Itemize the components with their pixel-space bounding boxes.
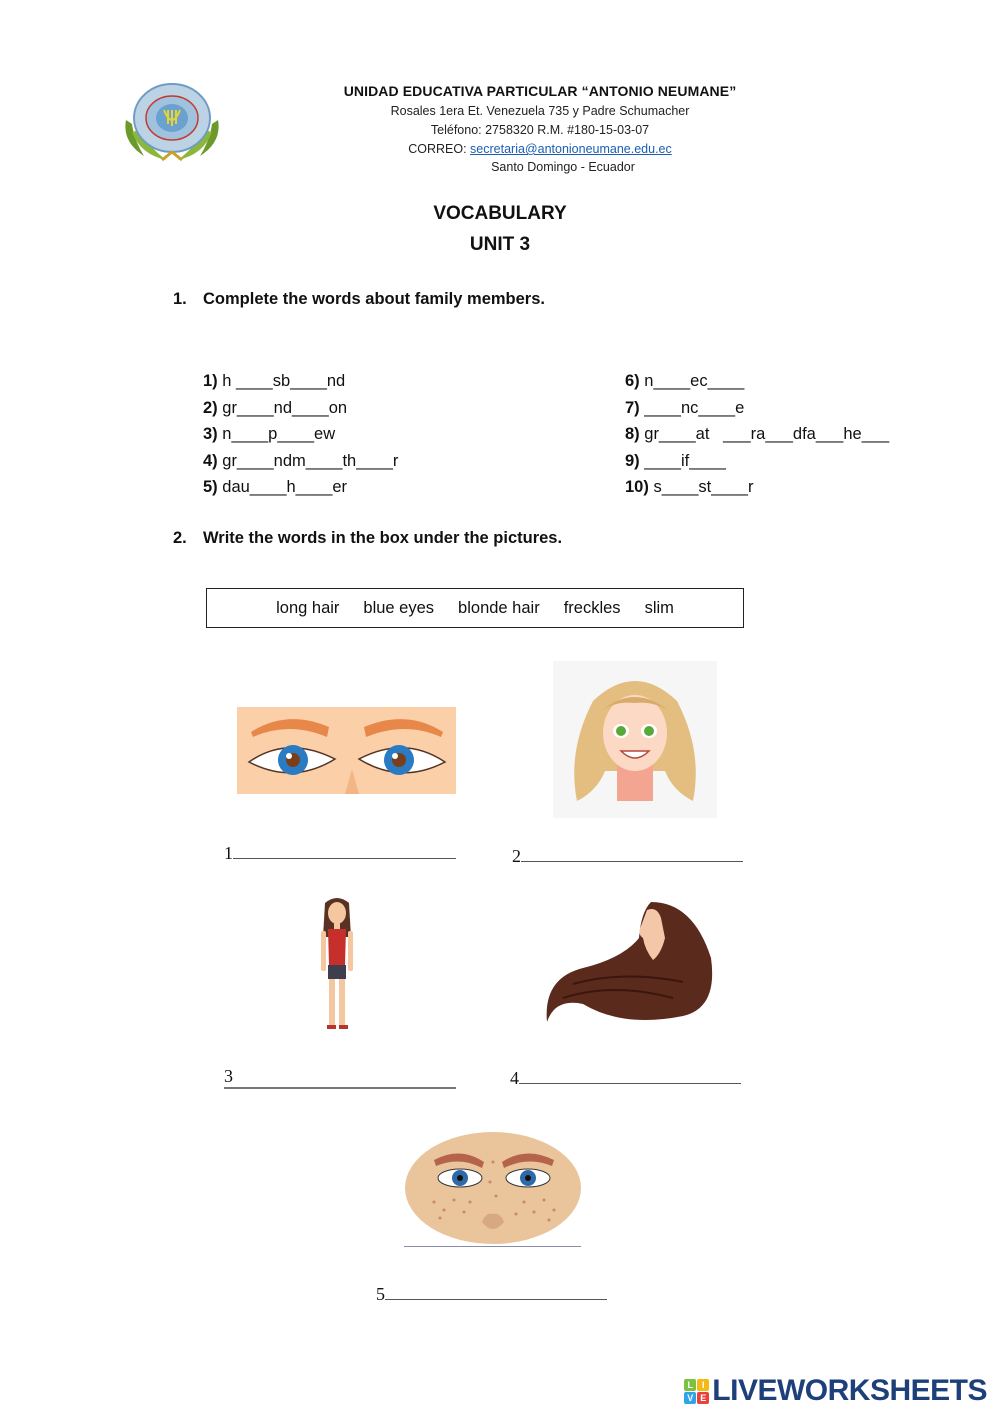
list-item[interactable]: 6) n____ec____	[625, 372, 745, 390]
word-bank-item: blue eyes	[363, 598, 435, 617]
word-bank-item: long hair	[276, 598, 340, 617]
exercise-1-list-right	[625, 368, 889, 501]
picture-freckles	[404, 1132, 582, 1248]
school-email-line	[300, 142, 780, 156]
answer-line-2[interactable]: 2	[512, 846, 743, 867]
email-link[interactable]: secretaria@antonioneumane.edu.ec	[470, 142, 672, 156]
picture-slim	[315, 897, 359, 1032]
email-label: CORREO:	[408, 142, 471, 156]
school-address: Rosales 1era Et. Venezuela 735 y Padre Schumacher	[390, 104, 690, 118]
picture-blue-eyes	[237, 707, 456, 794]
picture-blonde-hair	[553, 661, 717, 818]
school-crest-icon	[118, 80, 226, 166]
slim-girl-illustration	[315, 897, 359, 1032]
list-item[interactable]: 7) ____nc____e	[625, 398, 745, 417]
school-name: UNIDAD EDUCATIVA PARTICULAR “ANTONIO NEUMANE”	[343, 83, 737, 99]
answer-line-3[interactable]: 3	[224, 1066, 456, 1089]
worksheet-title: VOCABULARY	[433, 203, 567, 224]
worksheet-subtitle: UNIT 3	[469, 234, 531, 255]
list-item[interactable]: 8) gr____at ___ra___dfa___he___	[625, 425, 890, 443]
word-bank-box	[206, 588, 744, 628]
exercise-2-instruction: Write the words in the box under the pictures.	[203, 529, 563, 547]
blonde-curly-hair-girl-illustration	[553, 661, 717, 818]
school-logo	[118, 80, 226, 166]
list-item[interactable]: 4) gr____ndm____th____r	[203, 451, 399, 470]
exercise-1-instruction: Complete the words about family members.	[203, 290, 545, 308]
liveworksheets-logo[interactable]	[684, 1374, 987, 1408]
live-icon: L I V E	[684, 1379, 709, 1404]
answer-line-4[interactable]: 4	[510, 1068, 741, 1089]
list-item[interactable]: 5) dau____h____er	[203, 478, 348, 496]
list-item[interactable]: 3) n____p____ew	[203, 425, 336, 443]
word-bank-item: blonde hair	[458, 598, 540, 617]
exercise-1-list-left	[203, 368, 398, 501]
exercise-2-number: 2.	[173, 529, 187, 547]
freckled-face-illustration	[404, 1132, 582, 1248]
word-bank-item: slim	[644, 598, 674, 617]
exercise-2-heading	[173, 529, 562, 548]
exercise-1-number: 1.	[173, 290, 187, 308]
answer-line-5[interactable]: 5	[376, 1284, 607, 1305]
list-item[interactable]: 1) h ____sb____nd	[203, 372, 346, 390]
picture-5-underline	[404, 1246, 581, 1247]
answer-line-1[interactable]: 1	[224, 843, 456, 864]
blue-eyes-illustration	[237, 707, 456, 794]
exercise-1-heading	[173, 290, 545, 309]
brand-name: LIVEWORKSHEETS	[712, 1374, 987, 1407]
school-phone: Teléfono: 2758320 R.M. #180-15-03-07	[430, 123, 650, 137]
list-item[interactable]: 10) s____st____r	[625, 478, 754, 496]
school-city: Santo Domingo - Ecuador	[491, 160, 635, 174]
long-hair-woman-illustration	[543, 898, 713, 1026]
picture-long-hair	[543, 898, 713, 1026]
list-item[interactable]: 2) gr____nd____on	[203, 398, 348, 417]
list-item[interactable]: 9) ____if____	[625, 451, 726, 470]
word-bank-item: freckles	[563, 598, 621, 617]
